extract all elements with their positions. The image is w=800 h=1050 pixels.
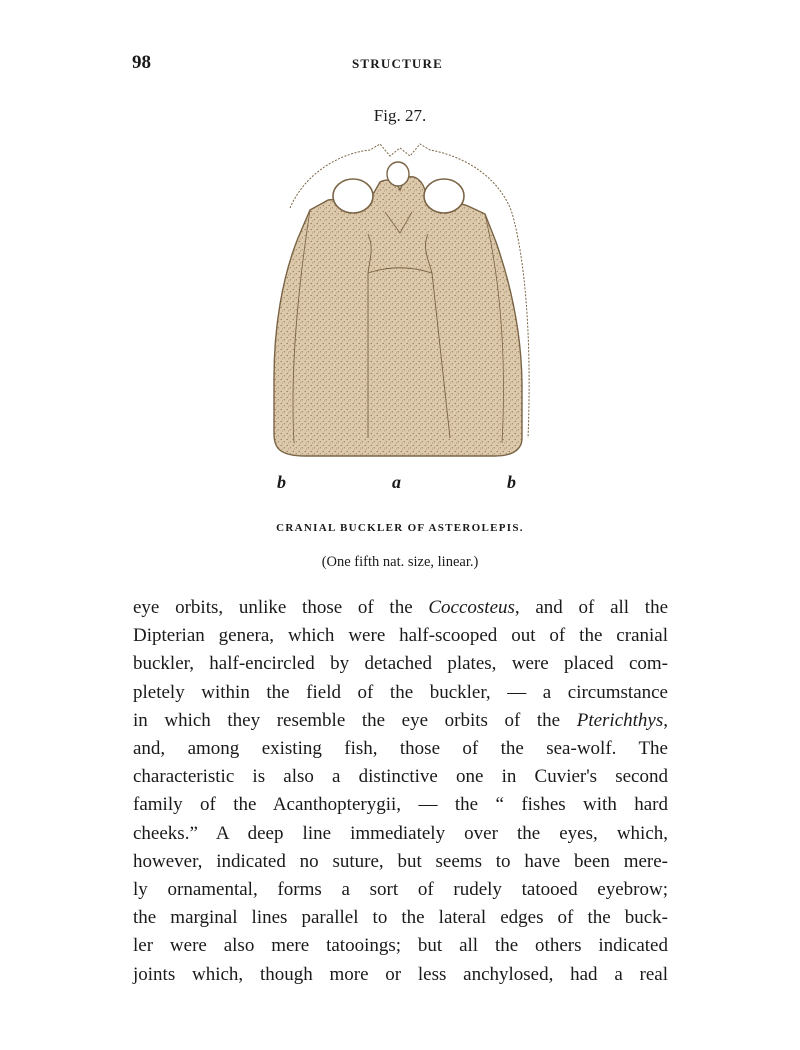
figure-letter-b-right: b xyxy=(507,472,516,492)
body-line: joints which, though more or less anchylosed, had a real xyxy=(133,963,668,985)
buckler-plate-shape xyxy=(274,177,522,456)
right-eye-orbit xyxy=(424,179,464,213)
body-line: family of the Acanthopterygii, — the “ fishes with hard xyxy=(133,794,668,816)
body-line: ler were also mere tatooings; but all the others indicated xyxy=(133,935,668,957)
figure-subcaption: (One fifth nat. size, linear.) xyxy=(321,554,479,570)
body-line: ly ornamental, forms a sort of rudely tatooed eyebrow; xyxy=(133,879,668,901)
body-line: and, among existing fish, those of the sea-wolf. The xyxy=(133,738,668,760)
body-line: buckler, half-encircled by detached plates, were placed com- xyxy=(133,653,668,675)
body-line: eye orbits, unlike those of the Coccosteus, and of all the xyxy=(133,597,669,618)
page-number: 98 xyxy=(132,52,151,73)
italic-genus-coccosteus: Coccosteus xyxy=(428,597,515,618)
body-line: pletely within the field of the buckler, — a circumstance xyxy=(133,681,668,703)
body-line: however, indicated no suture, but seems to have been mere- xyxy=(133,850,668,872)
body-line: in which they resemble the eye orbits of the Pterichthys, xyxy=(133,709,668,731)
body-line: cheeks.” A deep line immediately over the eyes, which, xyxy=(133,822,668,844)
body-line: characteristic is also a distinctive one in Cuvier's second xyxy=(133,766,668,788)
running-title: STRUCTURE xyxy=(352,56,443,71)
figure-letter-b-left: b xyxy=(277,472,286,492)
body-line: Dipterian genera, which were half-scooped out of the cranial xyxy=(133,625,668,647)
italic-genus-pterichthys: Pterichthys xyxy=(576,709,664,731)
left-eye-orbit xyxy=(333,179,373,213)
central-orbit xyxy=(387,162,409,186)
body-line: the marginal lines parallel to the lateral edges of the buck- xyxy=(133,907,668,929)
body-text xyxy=(133,594,668,989)
figure-caption: CRANIAL BUCKLER OF ASTEROLEPIS. xyxy=(276,522,524,534)
figure-letter-a: a xyxy=(392,472,401,492)
cranial-buckler-illustration xyxy=(250,138,550,478)
figure-label: Fig. 27. xyxy=(373,106,427,125)
